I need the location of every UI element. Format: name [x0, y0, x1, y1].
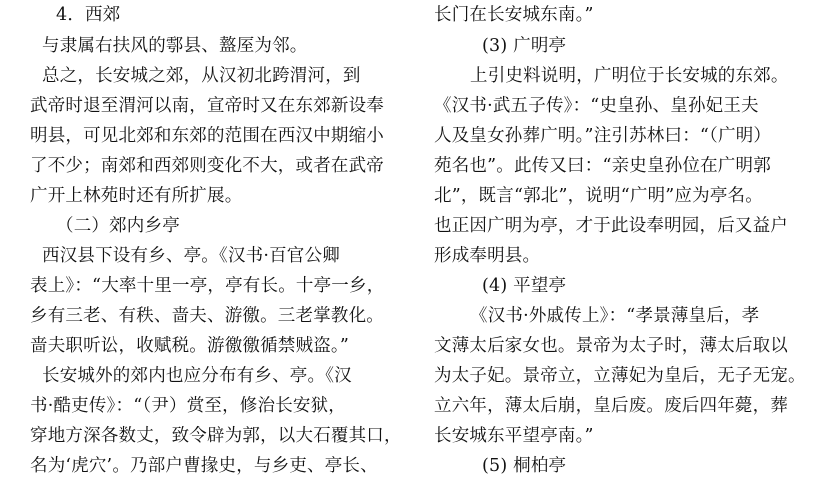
section-heading-west-suburb: 4．西郊 [56, 5, 121, 25]
text-line: 西汉县下设有乡、亭。《汉书·百官公卿 [42, 246, 340, 266]
text-line: 苑名也”。此传又曰：“亲史皇孙位在广明郭 [434, 156, 771, 176]
text-line: 与隶属右扶风的鄠县、盩厔为邻。 [42, 36, 308, 56]
text-line: 总之，长安城之郊，从汉初北跨渭河，到 [42, 66, 361, 86]
text-line: 上引史料说明，广明位于长安城的东郊。 [470, 66, 789, 86]
section-heading-pingwang: (4) 平望亭 [482, 276, 567, 296]
text-line: 人及皇女孙葬广明。”注引苏林曰：“（广明） [434, 126, 772, 146]
text-line: 名为‘虎穴’。乃部户曹掾史，与乡吏、亭长、 [30, 456, 378, 476]
section-heading-townships: （二）郊内乡亭 [56, 216, 180, 236]
section-heading-tongbai: (5) 桐柏亭 [482, 456, 567, 476]
section-heading-guangming: (3) 广明亭 [482, 36, 567, 56]
text-line: 书·酷吏传》：“（尹）赏至，修治长安狱， [30, 396, 347, 416]
text-line: 明县，可见北郊和东郊的范围在西汉中期缩小 [30, 126, 384, 146]
text-line: 长门在长安城东南。” [434, 5, 594, 25]
text-line: 《汉书·武五子传》：“史皇孙、皇孙妃王夫 [434, 96, 759, 116]
text-line: 文薄太后家女也。景帝为太子时，薄太后取以 [434, 336, 788, 356]
text-line: 长安城外的郊内也应分布有乡、亭。《汉 [42, 366, 352, 386]
text-line: 北”，既言“郭北”，说明“广明”应为亭名。 [434, 186, 763, 206]
text-line: 了不少；南郊和西郊则变化不大，或者在武帝 [30, 156, 384, 176]
text-line: 为太子妃。景帝立，立薄妃为皇后，无子无宠。 [434, 366, 806, 386]
text-line: 也正因广明为亭，才于此设奉明园，后又益户 [434, 216, 788, 236]
text-line: 啬夫职听讼，收赋税。游徼徼循禁贼盗。” [30, 336, 349, 356]
text-line: 武帝时退至渭河以南，宣帝时又在东郊新设奉 [30, 96, 384, 116]
text-line: 穿地方深各数丈，致令辟为郭，以大石覆其口， [30, 426, 402, 446]
text-line: 形成奉明县。 [434, 246, 541, 266]
text-line: 广开上林苑时还有所扩展。 [30, 186, 243, 206]
text-line: 立六年，薄太后崩，皇后废。废后四年薨，葬 [434, 396, 788, 416]
text-line: 《汉书·外戚传上》：“孝景薄皇后，孝 [470, 306, 760, 326]
text-line: 乡有三老、有秩、啬夫、游徼。三老掌教化。 [30, 306, 384, 326]
text-line: 表上》：“大率十里一亭，亭有长。十亭一乡， [30, 276, 385, 296]
text-line: 长安城东平望亭南。” [434, 426, 594, 446]
